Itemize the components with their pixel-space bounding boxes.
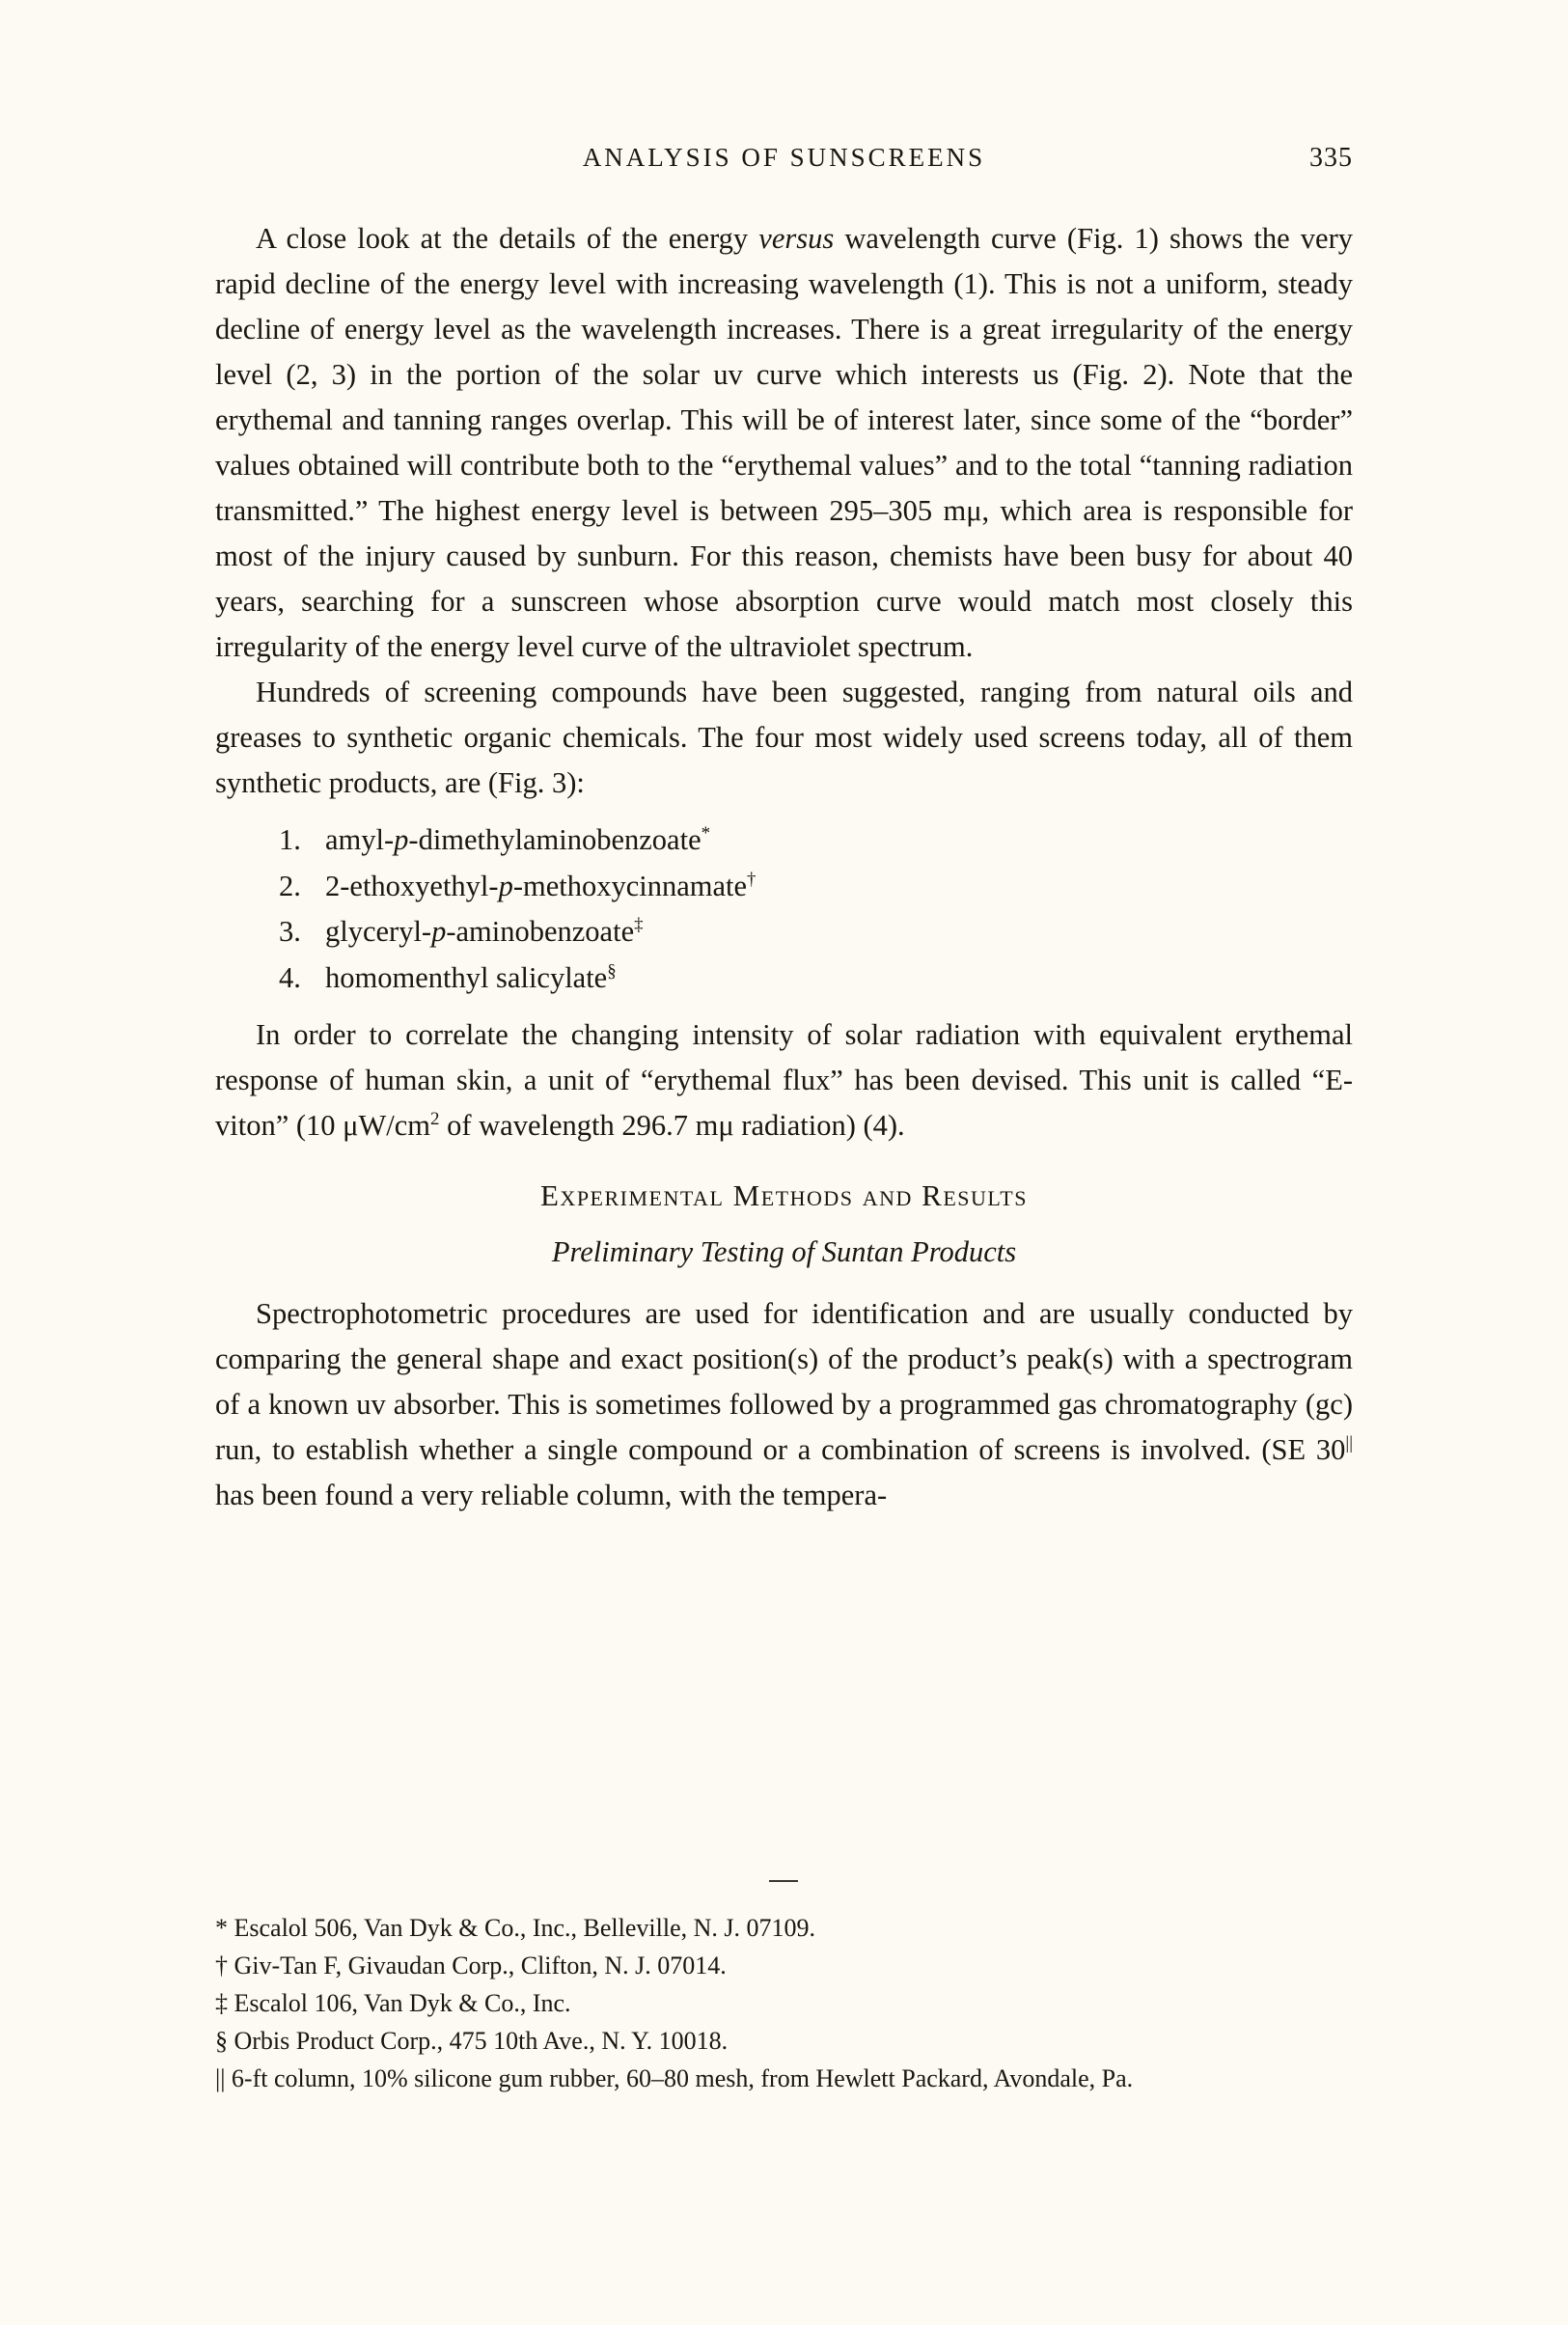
list-item-text: homomenthyl salicylate§ [325, 960, 617, 994]
footnote-area [215, 1880, 1351, 2097]
paragraph-spectrophotometric: Spectrophotometric procedures are used for identification and are usually conducted by comparing the general shape and exact position(s) of the product’s peak(s) with a spectrogram of a known uv absorber. This is sometimes followed by a programmed gas chromatography (gc) run, to establish whether a single compound or a combination of screens is involved. (SE 30|| has been found a very reliable column, with the tempera- [215, 1297, 1353, 1511]
footnote-5: || 6-ft column, 10% silicone gum rubber, 60–80 mesh, from Hewlett Packard, Avondale, Pa. [215, 2064, 1134, 2092]
running-header-title: ANALYSIS OF SUNSCREENS [582, 143, 986, 172]
list-item-text: amyl-p-dimethylaminobenzoate* [325, 822, 711, 856]
footnote-3: ‡ Escalol 106, Van Dyk & Co., Inc. [215, 1989, 571, 2017]
list-item-3 [279, 909, 1353, 955]
list-item-number: 2. [279, 869, 301, 902]
list-item-number: 1. [279, 823, 301, 856]
page-number: 335 [1309, 143, 1353, 173]
footnotes [215, 1909, 1351, 2097]
list-item-2 [279, 864, 1353, 910]
footnote-2: † Giv-Tan F, Givaudan Corp., Clifton, N. J. 07014. [215, 1951, 727, 1979]
list-item-text: glyceryl-p-aminobenzoate‡ [325, 914, 644, 948]
footnote-4: § Orbis Product Corp., 475 10th Ave., N. Y. 10018. [215, 2027, 729, 2055]
paragraph-screening-compounds: Hundreds of screening compounds have been suggested, ranging from natural oils and greases to synthetic organic chemicals. The four most widely used screens today, all of them synthetic products, are (Fig. 3): [215, 676, 1353, 799]
subsection-heading: Preliminary Testing of Suntan Products [551, 1235, 1017, 1268]
list-item-text: 2-ethoxyethyl-p-methoxycinnamate† [325, 869, 756, 902]
page-body [215, 216, 1353, 1518]
list-item-number: 3. [279, 915, 301, 948]
paragraph-eviton: In order to correlate the changing intensity of solar radiation with equivalent erythemal response of human skin, a unit of “erythemal flux” has been devised. This unit is called “E-viton” (10 $\mu W/cm^2$ of wavelength 296.7 mμ radiation) (4). [215, 1018, 1353, 1142]
section-heading: Experimental Methods and Results [540, 1178, 1028, 1212]
footnote-1: * Escalol 506, Van Dyk & Co., Inc., Belleville, N. J. 07109. [215, 1914, 816, 1942]
footnote-separator [769, 1880, 798, 1882]
list-item-4 [279, 955, 1353, 1002]
running-header [215, 143, 1353, 178]
compound-list [279, 817, 1353, 1001]
list-item-number: 4. [279, 960, 301, 994]
list-item-1 [279, 817, 1353, 864]
paragraph-energy-curve: A close look at the details of the energy versus wavelength curve (Fig. 1) shows the very rapid decline of the energy level with increasing wavelength (1). This is not a uniform, steady decline of energy level as the wavelength increases. There is a great irregularity of the energy level (2, 3) in the portion of the solar uv curve which interests us (Fig. 2). Note that the erythemal and tanning ranges overlap. This will be of interest later, since some of the “border” values obtained will contribute both to the “erythemal values” and to the total “tanning radiation transmitted.” The highest energy level is between 295–305 mμ, which area is responsible for most of the injury caused by sunburn. For this reason, chemists have been busy for about 40 years, searching for a sunscreen whose absorption curve would match most closely this irregularity of the energy level curve of the ultraviolet spectrum. [215, 222, 1353, 663]
